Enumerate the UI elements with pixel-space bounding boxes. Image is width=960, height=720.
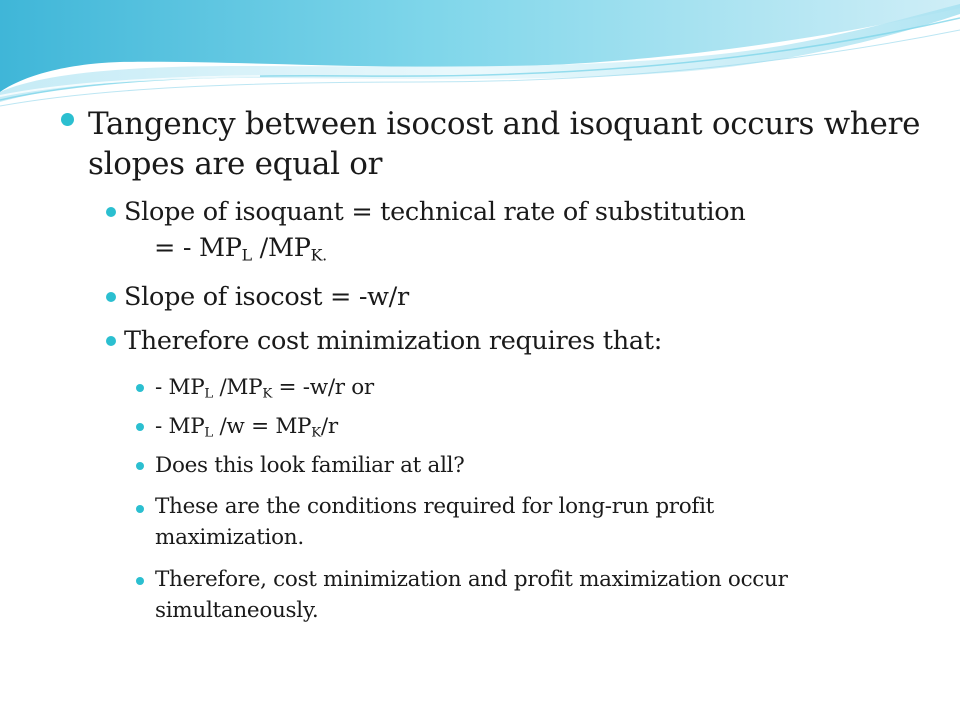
subscript: L xyxy=(204,425,213,441)
text-line: Therefore, cost minimization and profit maximization occur xyxy=(155,567,788,592)
text-line: Therefore cost minimization requires that: xyxy=(124,326,662,356)
bullet-level2-isoquant-slope xyxy=(124,194,745,266)
equation-text: /MP xyxy=(212,375,263,400)
equation-line xyxy=(155,372,374,403)
equation-text: - MP xyxy=(155,375,205,400)
subscript: L xyxy=(241,245,252,265)
bullet-level3-ratio-equation xyxy=(155,372,374,403)
bullet-icon xyxy=(136,423,144,431)
bullet-icon xyxy=(106,336,116,346)
text-line: maximization. xyxy=(155,525,304,550)
text-line: simultaneously. xyxy=(155,598,319,623)
bullet-level3-long-run-profit xyxy=(155,491,714,553)
subscript: K xyxy=(262,386,272,402)
bullet-level2-cost-minimization xyxy=(124,323,662,359)
bullet-icon xyxy=(61,113,74,126)
bullet-icon xyxy=(136,505,144,513)
text-line: slopes are equal or xyxy=(88,146,383,182)
bullet-icon xyxy=(136,577,144,585)
bullet-icon xyxy=(106,292,116,302)
subscript: L xyxy=(204,386,213,402)
text-line: Slope of isocost = -w/r xyxy=(124,282,409,312)
subscript: K. xyxy=(310,245,327,265)
bullet-level1-tangency xyxy=(88,104,920,184)
equation-line xyxy=(124,230,745,266)
equation-text: = - MP xyxy=(154,233,242,263)
subscript: K xyxy=(311,425,321,441)
text-line: Tangency between isocost and isoquant occurs where xyxy=(88,106,921,142)
bullet-level2-isocost-slope xyxy=(124,279,409,315)
equation-text: /r xyxy=(320,414,338,439)
equation-text: = -w/r or xyxy=(271,375,374,400)
text-line: These are the conditions required for long-run profit xyxy=(155,494,715,519)
bullet-icon xyxy=(136,384,144,392)
bullet-level3-familiar xyxy=(155,450,464,481)
bullet-icon xyxy=(136,462,144,470)
bullet-level3-marginal-equation xyxy=(155,411,338,442)
equation-line xyxy=(155,411,338,442)
text-line: Slope of isoquant = technical rate of substitution xyxy=(124,197,746,227)
bullet-icon xyxy=(106,207,116,217)
text-line: Does this look familiar at all? xyxy=(155,453,465,478)
equation-text: - MP xyxy=(155,414,205,439)
bullet-level3-simultaneous xyxy=(155,564,788,626)
equation-text: /MP xyxy=(251,233,311,263)
equation-text: /w = MP xyxy=(212,414,312,439)
